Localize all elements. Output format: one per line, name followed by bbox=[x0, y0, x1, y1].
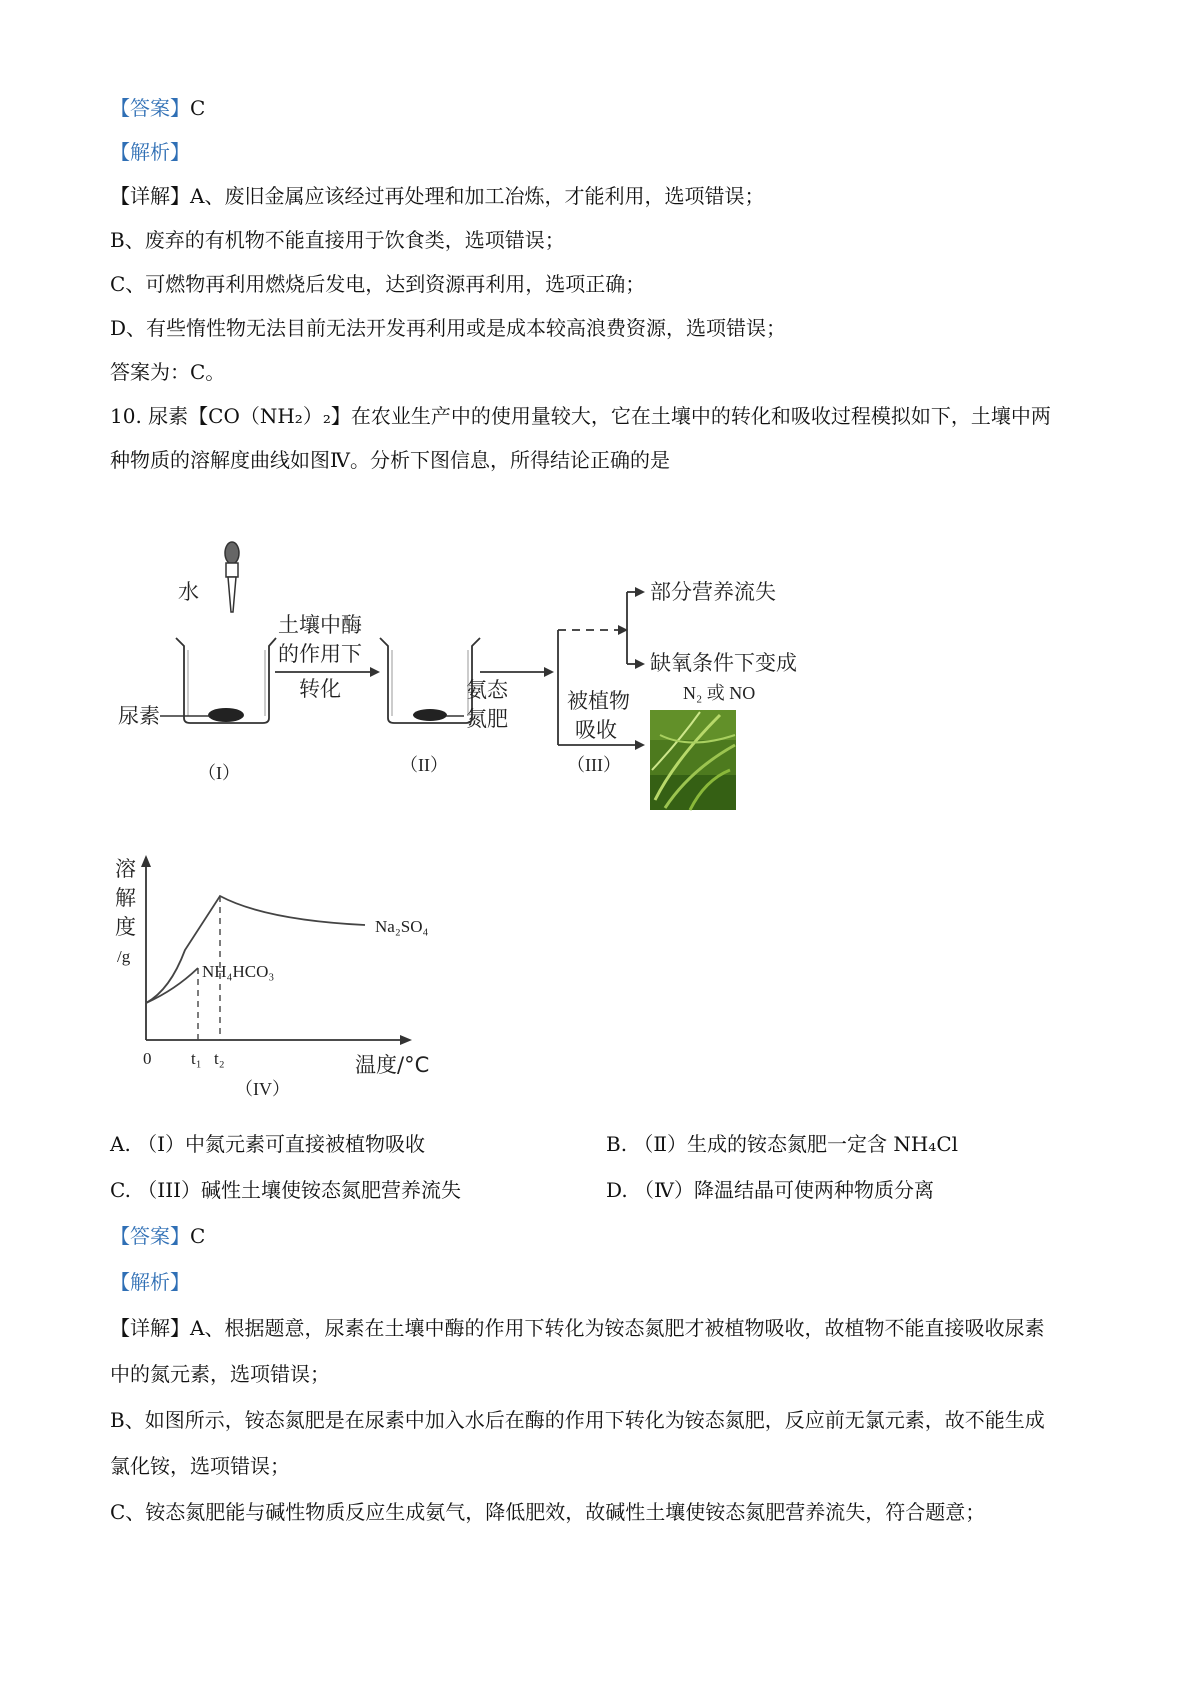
answer-value: C bbox=[190, 1224, 206, 1248]
q9-detail-c: C、可燃物再利用燃烧后发电，达到资源再利用，选项正确； bbox=[110, 272, 646, 296]
chart-axes bbox=[141, 855, 412, 1045]
water-label: 水 bbox=[178, 580, 199, 604]
detail-tag: 【详解】 bbox=[110, 1316, 190, 1340]
q9-detail-d: D、有些惰性物无法目前无法开发再利用或是成本较高浪费资源，选项错误； bbox=[110, 316, 787, 340]
figure-3-caption: （III） bbox=[567, 755, 621, 775]
q9-conclusion: 答案为：C。 bbox=[110, 360, 226, 384]
q10-analysis-tag: 【解析】 bbox=[110, 1270, 190, 1294]
option-c: C. （III）碱性土壤使铵态氮肥营养流失 bbox=[110, 1178, 462, 1202]
tick-t2: t₂ bbox=[214, 1049, 225, 1068]
figure-1-caption: （I） bbox=[198, 763, 240, 783]
y-axis-label-char-1: 溶 bbox=[115, 857, 136, 881]
q10-detail-c: C、铵态氮肥能与碱性物质反应生成氨气，降低肥效，故碱性土壤使铵态氮肥营养流失，符合题意； bbox=[110, 1500, 986, 1524]
ammonium-label-line2: 氮肥 bbox=[466, 707, 508, 731]
q9-detail-b: B、废弃的有机物不能直接用于饮食类，选项错误； bbox=[110, 228, 565, 252]
detail-tag: 【详解】 bbox=[110, 184, 190, 208]
q9-analysis-tag: 【解析】 bbox=[110, 140, 190, 164]
urea-label: 尿素 bbox=[118, 704, 160, 728]
tick-t1: t₁ bbox=[191, 1049, 202, 1068]
absorbed-label-line1: 被植物 bbox=[567, 689, 630, 713]
option-b: B. （Ⅱ）生成的铵态氮肥一定含 NH₄Cl bbox=[606, 1132, 959, 1156]
arrow1-label-line3: 转化 bbox=[299, 677, 341, 701]
series-label-nh4hco3: NH₄HCO₃ bbox=[202, 962, 275, 981]
y-axis-label-char-4: /g bbox=[117, 947, 131, 966]
detail-text: A、根据题意，尿素在土壤中酶的作用下转化为铵态氮肥才被植物吸收，故植物不能直接吸收尿素 bbox=[190, 1316, 1045, 1340]
q10-stem-line2: 种物质的溶解度曲线如图Ⅳ。分析下图信息，所得结论正确的是 bbox=[110, 448, 670, 472]
ammonium-label-line1: 氨态 bbox=[466, 678, 508, 702]
figure-4-caption: （IV） bbox=[235, 1079, 290, 1099]
arrow1-label-line2: 的作用下 bbox=[278, 642, 362, 666]
series-line-na2so4 bbox=[146, 896, 365, 1003]
gas-products-label: N₂ 或 NO bbox=[683, 683, 756, 703]
option-d: D. （Ⅳ）降温结晶可使两种物质分离 bbox=[606, 1178, 935, 1202]
answer-tag: 【答案】 bbox=[110, 96, 190, 120]
q10-stem-line1: 10. 尿素【CO（NH₂）₂】在农业生产中的使用量较大，它在土壤中的转化和吸收过程模拟如下，土壤中两 bbox=[110, 404, 1051, 428]
arrow1-label-line1: 土壤中酶 bbox=[278, 613, 362, 637]
q10-detail-b2: 氯化铵，选项错误； bbox=[110, 1454, 290, 1478]
absorbed-label-line2: 吸收 bbox=[575, 718, 617, 742]
y-axis-label-char-2: 解 bbox=[115, 886, 136, 910]
q10-detail-a1 bbox=[110, 1314, 1044, 1342]
anaerobic-label: 缺氧条件下变成 bbox=[650, 651, 797, 675]
detail-text: A、废旧金属应该经过再处理和加工冶炼，才能利用，选项错误； bbox=[190, 184, 765, 208]
option-a: A. （Ⅰ）中氮元素可直接被植物吸收 bbox=[110, 1132, 426, 1156]
series-label-na2so4: Na₂SO₄ bbox=[375, 917, 429, 936]
q10-detail-a2: 中的氮元素，选项错误； bbox=[110, 1362, 330, 1386]
x-axis-label: 温度/°C bbox=[355, 1053, 430, 1077]
y-axis-label-char-3: 度 bbox=[115, 915, 136, 939]
q10-detail-b1: B、如图所示，铵态氮肥是在尿素中加入水后在酶的作用下转化为铵态氮肥，反应前无氯元素，故不能生成 bbox=[110, 1408, 1045, 1432]
figure-2-caption: （II） bbox=[400, 755, 448, 775]
answer-tag: 【答案】 bbox=[110, 1224, 190, 1248]
q10-answer bbox=[110, 1222, 205, 1250]
origin-label: 0 bbox=[143, 1049, 152, 1068]
answer-value: C bbox=[190, 96, 206, 120]
nutrient-loss-label: 部分营养流失 bbox=[650, 580, 776, 604]
